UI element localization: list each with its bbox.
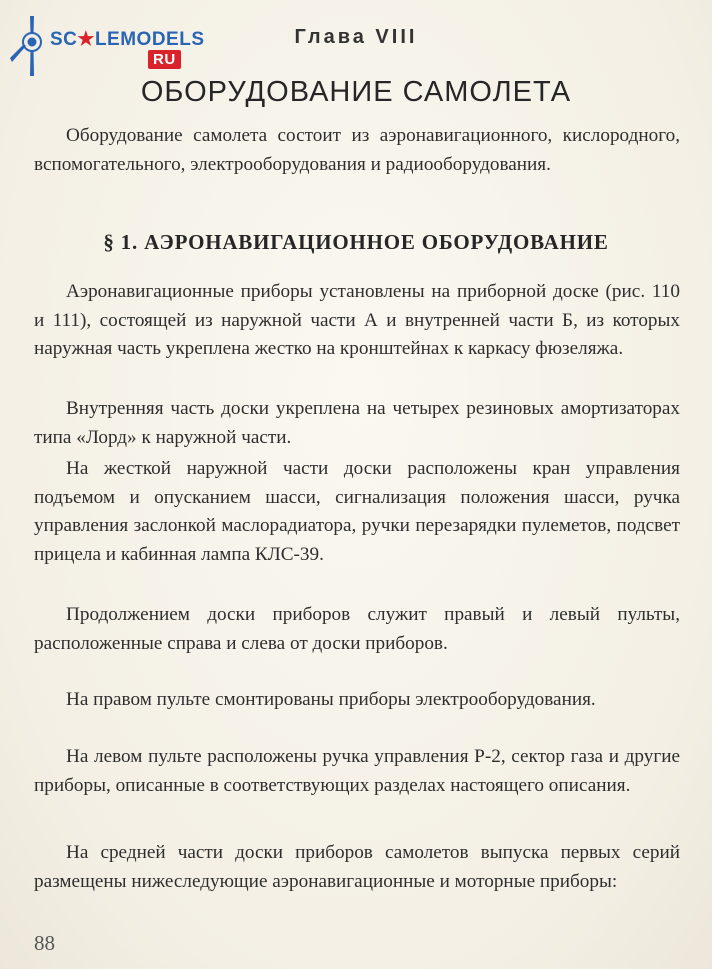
page-title: ОБОРУДОВАНИЕ САМОЛЕТА <box>140 76 572 108</box>
paragraph: Внутренняя часть доски укреплена на четырех резиновых амортизаторах типа «Лорд» к наружной части. <box>34 398 680 448</box>
page-number: 88 <box>34 931 55 955</box>
logo-ru-badge: RU <box>148 50 181 69</box>
paragraph: Аэронавигационные приборы установлены на приборной доске (рис. 110 и 111), состоящей из наружной части А и внутренней части Б, из которых наружная часть укреплена жестко на кронштейнах к каркасу фюзеляжа. <box>34 281 680 359</box>
logo-text: SC★LEMODELS <box>50 29 205 50</box>
section-heading: § 1. АЭРОНАВИГАЦИОННОЕ ОБОРУДОВАНИЕ <box>103 230 609 254</box>
paragraph: На средней части доски приборов самолетов выпуска первых серий размещены нижеследующие аэронавигационные и моторные приборы: <box>34 842 680 892</box>
red-star-icon: ★ <box>77 29 95 50</box>
intro-paragraph: Оборудование самолета состоит из аэронавигационного, кислородного, вспомогательного, электрооборудования и радиооборудования. <box>34 125 680 175</box>
paragraph: На жесткой наружной части доски расположены кран управления подъемом и опусканием шасси, сигнализация положения шасси, ручка управления заслонкой маслорадиатора, ручки перезарядки пулеметов, подсвет прицела и кабинная лампа КЛС-39. <box>34 458 680 565</box>
paragraph: На левом пульте расположены ручка управления Р-2, сектор газа и другие приборы, описанные в соответствующих разделах настоящего описания. <box>34 746 680 796</box>
chapter-label: Глава VIII <box>294 26 418 48</box>
paragraph: На правом пульте смонтированы приборы электрооборудования. <box>66 689 596 710</box>
paragraph: Продолжением доски приборов служит правый и левый пульты, расположенные справа и слева от доски приборов. <box>34 604 680 654</box>
